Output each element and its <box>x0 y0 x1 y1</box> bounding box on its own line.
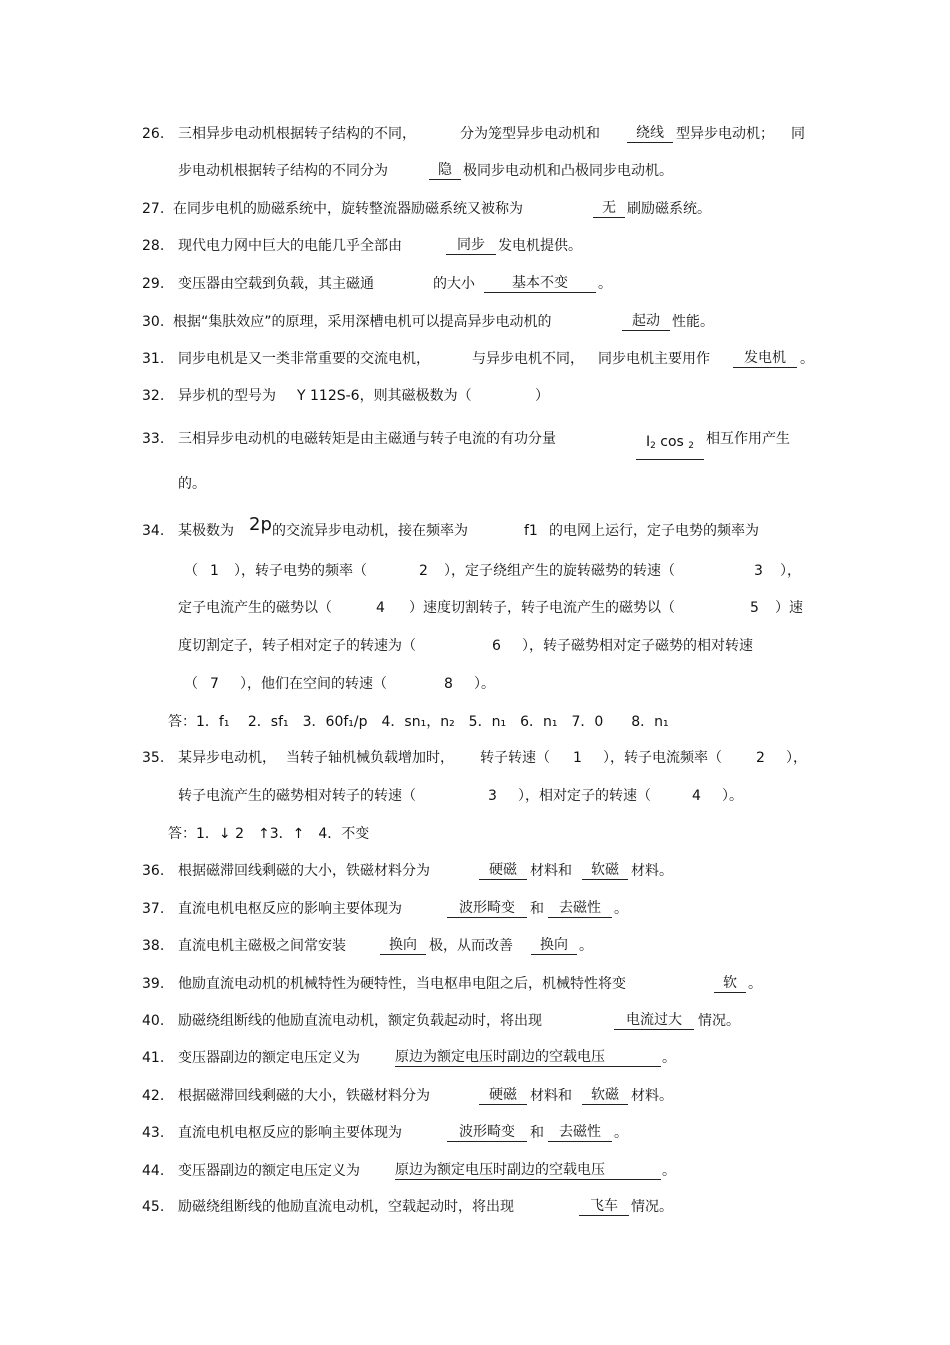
question-text: 当转子轴机械负载增加时， <box>286 750 454 766</box>
question-text: 根据磁滞回线剩磁的大小，铁磁材料分为 <box>178 1088 430 1104</box>
answer-blank: 隐 <box>429 161 461 180</box>
question-text: 的电网上运行，定子电势的频率为 <box>549 523 759 539</box>
answer-blank: 飞车 <box>579 1197 629 1216</box>
question-text: 同 <box>791 126 805 142</box>
blank-number: 5 <box>750 600 759 616</box>
question-text: 三相异步电动机根据转子结构的不同， <box>178 126 416 142</box>
question-text: 同步电机主要用作 <box>598 351 710 367</box>
question-text: 材料和 <box>530 1088 572 1104</box>
answer-blank: 起动 <box>622 312 670 331</box>
answer-blank: 同步 <box>446 236 496 255</box>
question-text: 现代电力网中巨大的电能几乎全部由 <box>178 238 402 254</box>
question-text: 极，从而改善 <box>429 938 513 954</box>
question-text: 根据磁滞回线剩磁的大小，铁磁材料分为 <box>178 863 430 879</box>
blank-number: 2 <box>419 563 428 579</box>
question-text: 型异步电动机； <box>676 126 774 142</box>
question-text: （ <box>184 563 198 579</box>
question-text: 分为笼型异步电动机和 <box>460 126 600 142</box>
question-text: 和 <box>530 1125 544 1141</box>
question-text: ），他们在空间的转速（ <box>240 676 387 692</box>
question-text: 相互作用产生 <box>706 431 790 447</box>
question-text: 变压器由空载到负载，其主磁通 <box>178 276 374 292</box>
question-text: 励磁绕组断线的他励直流电动机，额定负载起动时，将出现 <box>178 1013 542 1029</box>
answer-blank: 基本不变 <box>484 274 596 293</box>
answer-blank: 去磁性 <box>548 1123 612 1142</box>
question-text: ），相对定子的转速（ <box>518 788 651 804</box>
question-text: 直流电机电枢反应的影响主要体现为 <box>178 901 402 917</box>
answer-blank: 去磁性 <box>548 899 612 918</box>
answer-35: 答：1．↓ 2 ↑3．↑ 4．不变 <box>168 826 370 842</box>
question-number: 38. <box>142 938 165 954</box>
question-text: 。 <box>662 1163 676 1179</box>
question-number: 32. <box>142 388 165 404</box>
question-text: 某异步电动机， <box>178 750 276 766</box>
question-text: ），转子电势的频率（ <box>234 563 367 579</box>
question-number: 31. <box>142 351 165 367</box>
question-text: ）， <box>786 750 807 766</box>
answer-blank: 波形畸变 <box>447 1123 527 1142</box>
question-text: ） <box>535 388 549 404</box>
question-text: 根据“集肤效应”的原理，采用深槽电机可以提高异步电动机的 <box>173 314 552 330</box>
question-text: 材料。 <box>631 1088 673 1104</box>
answer-blank: 波形畸变 <box>447 899 527 918</box>
question-text: ）速 <box>775 600 803 616</box>
answer-blank: 绕线 <box>627 124 673 143</box>
question-text: 材料和 <box>530 863 572 879</box>
blank-number: 2 <box>756 750 765 766</box>
answer-blank: 软磁 <box>582 861 628 880</box>
question-text: 变压器副边的额定电压定义为 <box>178 1163 360 1179</box>
question-text: 。 <box>614 901 628 917</box>
question-text: 性能。 <box>672 314 714 330</box>
question-text: Y 112S-6，则其磁极数为（ <box>297 388 472 404</box>
answer-blank: 硬磁 <box>479 861 527 880</box>
answer-blank: 硬磁 <box>479 1086 527 1105</box>
blank-number: 6 <box>492 638 501 654</box>
question-text: 的交流异步电动机，接在频率为 <box>272 523 468 539</box>
question-text: 。 <box>614 1125 628 1141</box>
answer-34: 答：1．f₁ 2．sf₁ 3．60f₁/p 4．sn₁，n₂ 5．n₁ 6．n₁ 7．0 8．n₁ <box>168 714 669 730</box>
question-number: 26. <box>142 126 165 142</box>
question-text: ）。 <box>722 788 743 804</box>
question-text: 材料。 <box>631 863 673 879</box>
question-text: 。 <box>662 1050 676 1066</box>
question-number: 39. <box>142 976 165 992</box>
question-number: 35. <box>142 750 165 766</box>
blank-number: 4 <box>376 600 385 616</box>
question-text: 刷励磁系统。 <box>627 201 711 217</box>
question-text: 。 <box>598 276 612 292</box>
answer-blank: 软 <box>714 974 746 993</box>
question-text: ），转子磁势相对定子磁势的相对转速 <box>522 638 753 654</box>
question-text: 。 <box>579 938 593 954</box>
answer-blank: 软磁 <box>582 1086 628 1105</box>
question-number: 36. <box>142 863 165 879</box>
blank-number: 1 <box>210 563 219 579</box>
blank-number: 1 <box>573 750 582 766</box>
answer-blank: 电流过大 <box>614 1011 694 1030</box>
question-text: 直流电机主磁极之间常安装 <box>178 938 346 954</box>
blank-number: 3 <box>754 563 763 579</box>
question-text: 他励直流电动机的机械特性为硬特性，当电枢串电阻之后，机械特性将变 <box>178 976 626 992</box>
blank-number: 7 <box>210 676 219 692</box>
question-text: 2p <box>249 514 272 535</box>
answer-blank: 换向 <box>531 936 577 955</box>
question-text: 励磁绕组断线的他励直流电动机，空载起动时，将出现 <box>178 1199 514 1215</box>
question-text: 与异步电机不同， <box>472 351 584 367</box>
question-text: ）。 <box>474 676 495 692</box>
question-text: 。 <box>748 976 762 992</box>
answer-blank: 无 <box>593 199 625 218</box>
question-text: 极同步电动机和凸极同步电动机。 <box>463 163 673 179</box>
blank-number: 4 <box>692 788 701 804</box>
answer-blank: $I_2$ cos $_2$ <box>636 429 704 460</box>
answer-blank: 发电机 <box>733 349 797 368</box>
question-text: 情况。 <box>631 1199 673 1215</box>
question-text: 同步电机是又一类非常重要的交流电机， <box>178 351 430 367</box>
question-text: 。 <box>800 351 814 367</box>
answer-blank: 原边为额定电压时副边的空载电压 <box>395 1161 661 1180</box>
question-text: 度切割定子，转子相对定子的转速为（ <box>178 638 416 654</box>
blank-number: 3 <box>488 788 497 804</box>
question-number: 27. <box>142 201 165 217</box>
question-text: 步电动机根据转子结构的不同分为 <box>178 163 388 179</box>
question-number: 29. <box>142 276 165 292</box>
question-text: ），定子绕组产生的旋转磁势的转速（ <box>444 563 675 579</box>
question-number: 44. <box>142 1163 165 1179</box>
question-text: 发电机提供。 <box>498 238 582 254</box>
question-number: 33. <box>142 431 165 447</box>
question-text: 变压器副边的额定电压定义为 <box>178 1050 360 1066</box>
question-number: 37. <box>142 901 165 917</box>
question-number: 43. <box>142 1125 165 1141</box>
answer-blank: 换向 <box>380 936 426 955</box>
question-text: 直流电机电枢反应的影响主要体现为 <box>178 1125 402 1141</box>
question-text: 转子电流产生的磁势相对转子的转速（ <box>178 788 416 804</box>
answer-blank: 原边为额定电压时副边的空载电压 <box>395 1048 661 1067</box>
question-text: 的。 <box>178 476 206 492</box>
question-text: ）， <box>780 563 801 579</box>
question-number: 40. <box>142 1013 165 1029</box>
question-number: 42. <box>142 1088 165 1104</box>
question-text: ），转子电流频率（ <box>603 750 722 766</box>
question-text: 转子转速（ <box>480 750 550 766</box>
question-text: 三相异步电动机的电磁转矩是由主磁通与转子电流的有功分量 <box>178 431 556 447</box>
blank-number: 8 <box>444 676 453 692</box>
question-text: 情况。 <box>698 1013 740 1029</box>
question-number: 30. <box>142 314 165 330</box>
question-number: 28. <box>142 238 165 254</box>
question-text: f1 <box>524 523 538 539</box>
question-text: 异步机的型号为 <box>178 388 276 404</box>
question-text: 某极数为 <box>178 523 234 539</box>
question-text: 的大小 <box>433 276 475 292</box>
question-number: 45. <box>142 1199 165 1215</box>
question-text: 和 <box>530 901 544 917</box>
question-number: 34. <box>142 523 165 539</box>
question-text: ）速度切割转子，转子电流产生的磁势以（ <box>409 600 675 616</box>
question-text: （ <box>184 676 198 692</box>
question-text: 在同步电机的励磁系统中，旋转整流器励磁系统又被称为 <box>173 201 523 217</box>
question-text: 定子电流产生的磁势以（ <box>178 600 332 616</box>
question-number: 41. <box>142 1050 165 1066</box>
